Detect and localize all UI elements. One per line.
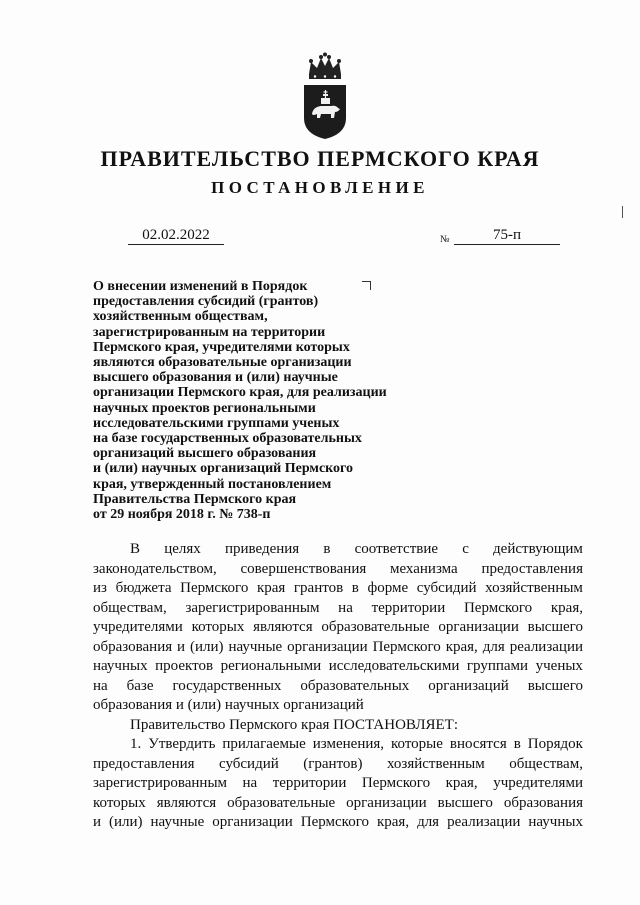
body-word: Порядок <box>527 736 583 752</box>
body-word: края, <box>550 599 583 616</box>
body-word: которых <box>93 794 146 811</box>
body-word: реализации <box>447 814 521 830</box>
body-word: в <box>513 736 521 752</box>
body-word: образовательные <box>321 619 430 635</box>
heading-line: исследовательскими группами ученых <box>93 415 340 431</box>
body-word: механизма <box>389 560 458 577</box>
heading-line: предоставления субсидий (грантов) <box>93 294 319 310</box>
body-word: научных <box>528 814 583 830</box>
government-name: ПРАВИТЕЛЬСТВО ПЕРМСКОГО КРАЯ <box>100 146 540 171</box>
body-word: В <box>130 541 141 557</box>
body-word: приведения <box>224 541 300 557</box>
body-word: края <box>256 580 286 596</box>
body-line <box>93 540 583 560</box>
body-word: соответствие <box>354 541 439 557</box>
coat-of-arms-icon <box>301 52 349 140</box>
heading-line: на базе государственных образовательных <box>93 431 362 447</box>
heading-line: и (или) научных организаций Пермского <box>93 461 354 477</box>
heading-line: организаций высшего образования <box>93 446 317 462</box>
body-word: края, <box>376 814 410 830</box>
resolution-line: Правительство Пермского края ПОСТАНОВЛЯЕТ: <box>130 716 459 733</box>
body-line <box>93 677 583 697</box>
body-word: организации <box>346 794 427 811</box>
body-word: группами <box>466 658 529 674</box>
body-word: хозяйственным <box>485 580 583 596</box>
heading-line: зарегистрированным на территории <box>93 324 326 340</box>
heading-line: О внесении изменений в Порядок <box>93 279 308 294</box>
body-word: организации <box>212 814 293 830</box>
heading-line: Правительства Пермского края <box>93 491 297 507</box>
body-line <box>93 813 583 833</box>
document-type: ПОСТАНОВЛЕНИЕ <box>211 178 429 197</box>
body-word: высшего <box>527 619 583 635</box>
heading-line: Пермского края, учредителями которых <box>93 339 350 355</box>
body-word: исследовательскими <box>328 658 460 674</box>
body-word: в <box>323 541 331 557</box>
body-line <box>93 638 583 658</box>
body-word: действующим <box>493 541 583 557</box>
body-line <box>93 579 583 599</box>
body-word: реализации <box>509 638 583 655</box>
body-word: прилагаемые <box>222 736 306 752</box>
body-word: Утвердить <box>148 736 216 752</box>
heading-line: научных проектов региональными <box>93 400 316 416</box>
body-word: являются <box>253 619 313 635</box>
body-word: научные <box>228 638 283 655</box>
body-word: Пермского <box>361 775 431 791</box>
body-word: организации <box>438 619 519 635</box>
heading-line: организации Пермского края, для реализации <box>93 385 387 401</box>
body-line <box>93 774 583 794</box>
body-word: образования <box>503 794 583 811</box>
heading-line: от 29 ноября 2018 г. № 738-п <box>93 507 271 523</box>
body-line <box>93 618 583 638</box>
heading-line: высшего образования и (или) научные <box>93 370 338 386</box>
heading-line: являются образовательные организации <box>93 355 352 371</box>
body-word: научных <box>93 658 148 674</box>
body-word: организаций <box>428 677 509 694</box>
body-word: в <box>351 580 359 596</box>
body-word: Пермского <box>300 814 369 830</box>
body-line <box>93 735 583 755</box>
body-word: хозяйственным <box>386 755 485 772</box>
body-word: субсидий <box>219 755 279 772</box>
body-word: изменения, <box>312 736 385 752</box>
document-heading <box>93 279 387 522</box>
body-word: грантов <box>293 580 344 596</box>
body-word: для <box>417 814 440 830</box>
body-word: Пермского <box>180 580 249 596</box>
number-sign: № <box>440 234 450 245</box>
body-word: из <box>93 580 107 596</box>
body-word: территории <box>272 775 347 791</box>
body-word: зарегистрированным <box>185 599 320 616</box>
body-word: (или) <box>109 814 143 830</box>
body-line <box>93 755 583 775</box>
body-word: края, <box>445 775 478 791</box>
body-word: и <box>93 814 102 830</box>
body-word: законодательством, <box>93 560 217 577</box>
body-word: региональными <box>220 658 322 674</box>
body-word: форме <box>367 580 409 596</box>
body-word: совершенствования <box>240 560 367 577</box>
heading-line: края, утвержденный постановлением <box>93 476 332 492</box>
body-word: Пермского <box>463 599 533 616</box>
body-word: субсидий <box>416 580 477 596</box>
body-word: государственных <box>172 677 282 694</box>
body-line <box>93 560 583 580</box>
scan-edge-mark <box>622 206 623 218</box>
body-word: базе <box>126 677 154 694</box>
body-word: проектов <box>155 658 214 674</box>
body-word: высшего <box>527 677 583 694</box>
body-word: вносятся <box>449 736 507 752</box>
body-word: учредителями <box>493 775 583 791</box>
body-line <box>93 599 583 619</box>
body-word: предоставления <box>481 560 583 577</box>
body-word: на <box>338 599 353 616</box>
body-word: обществам, <box>93 599 167 616</box>
body-word: высшего <box>437 794 493 811</box>
body-line <box>93 794 583 814</box>
body-word: предоставления <box>93 755 195 772</box>
body-word: края, <box>445 638 478 655</box>
body-word: на <box>93 677 108 694</box>
body-word: учредителями <box>93 619 183 635</box>
body-word: образовательных <box>300 677 410 694</box>
body-word: Пермского <box>372 638 441 655</box>
heading-line: хозяйственным обществам, <box>93 309 268 325</box>
body-line: образования и (или) научных организаций <box>93 697 364 713</box>
body-word: (грантов) <box>303 755 363 772</box>
body-word: которые <box>391 736 443 752</box>
body-word: зарегистрированным <box>93 775 228 791</box>
body-word: научные <box>150 814 205 830</box>
body-word: территории <box>371 599 446 616</box>
body-word: являются <box>156 794 217 811</box>
body-word: для <box>482 638 505 655</box>
body-word: обществам, <box>509 755 583 772</box>
document-body <box>93 540 583 833</box>
body-word: с <box>462 541 469 557</box>
body-word: целях <box>164 541 201 557</box>
document-number: 75-п <box>454 226 560 245</box>
body-word: на <box>242 775 258 791</box>
body-word: организации <box>287 638 368 655</box>
document-date: 02.02.2022 <box>128 226 224 245</box>
body-word: и <box>177 638 186 655</box>
body-word: которых <box>191 619 245 635</box>
body-word: (или) <box>190 638 224 655</box>
body-word: бюджета <box>115 580 172 596</box>
body-word: образовательные <box>227 794 336 811</box>
body-word: ученых <box>535 658 583 674</box>
body-line <box>93 657 583 677</box>
body-word: 1. <box>130 736 142 752</box>
body-word: образования <box>93 638 173 655</box>
